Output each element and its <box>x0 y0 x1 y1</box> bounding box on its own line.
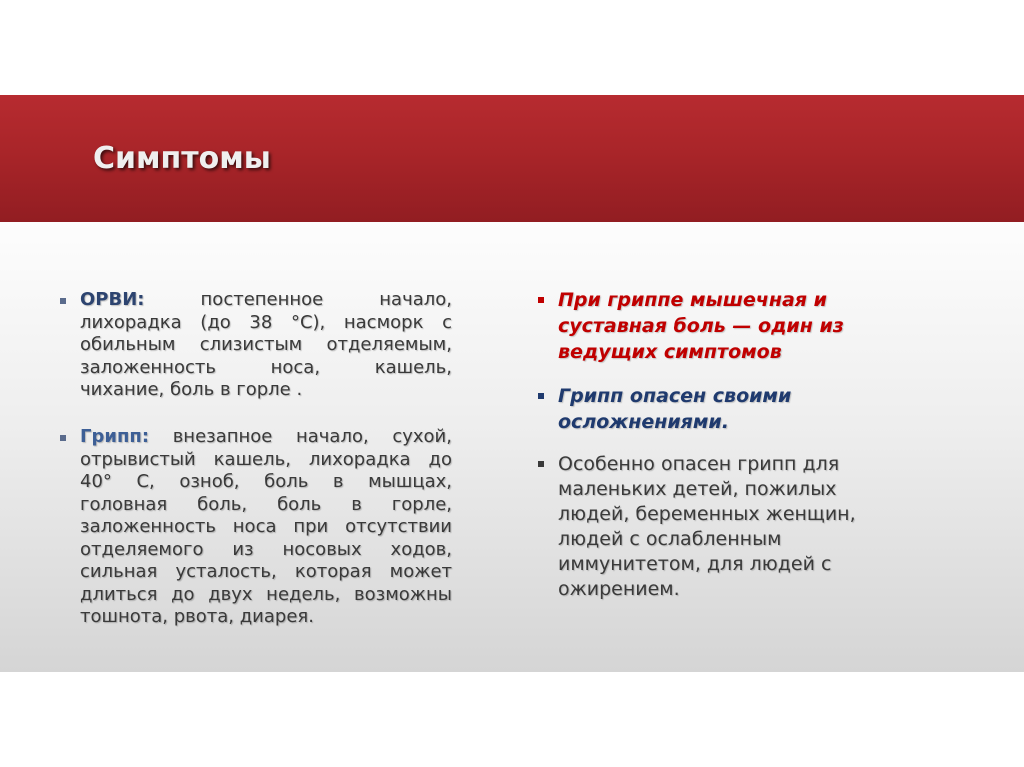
bullet-risk-groups <box>558 452 908 602</box>
bullet-muscle-pain <box>558 287 908 365</box>
bullet-marker <box>538 297 544 303</box>
text-line <box>80 289 452 312</box>
slide-header <box>0 95 1024 222</box>
text-line: заложенность носа при отсутствии <box>80 516 452 537</box>
text-line-rest: постепенное начало, <box>200 289 452 310</box>
bullet-label: Грипп: <box>80 426 150 447</box>
slide-title: Симптомы <box>93 141 271 176</box>
text-line: Грипп опасен своими <box>558 385 792 407</box>
text-line: обильным слизистым отделяемым, <box>80 334 452 355</box>
text-line: ожирением. <box>558 578 680 600</box>
text-line: При гриппе мышечная и <box>558 289 827 311</box>
text-line: головная боль, боль в горле, <box>80 493 452 515</box>
text-line: чихание, боль в горле . <box>80 379 303 400</box>
text-line: суставная боль — один из <box>558 315 844 337</box>
text-line: 40° С, озноб, боль в мышцах, <box>80 471 452 492</box>
text-line: маленьких детей, пожилых <box>558 478 837 500</box>
bullet-label: ОРВИ: <box>80 289 145 310</box>
text-line: отрывистый кашель, лихорадка до <box>80 448 452 470</box>
bullet-marker <box>538 393 544 399</box>
text-line: длиться до двух недель, возможны <box>80 583 452 605</box>
text-line: заложенность носа, кашель, <box>80 356 452 378</box>
text-line: отделяемого из носовых ходов, <box>80 538 452 560</box>
text-line: сильная усталость, которая может <box>80 561 452 582</box>
bullet-marker <box>538 461 544 467</box>
text-line: людей, беременных женщин, <box>558 503 856 525</box>
text-line: Особенно опасен грипп для <box>558 453 840 475</box>
text-line: осложнениями. <box>558 411 729 433</box>
text-line-rest: внезапное начало, сухой, <box>172 426 452 447</box>
text-line: людей с ослабленным <box>558 528 782 550</box>
bullet-marker <box>60 298 66 304</box>
bullet-marker <box>60 435 66 441</box>
bullet-flu <box>80 426 452 629</box>
text-line <box>80 426 452 449</box>
text-line: тошнота, рвота, диарея. <box>80 606 314 627</box>
bullet-complications <box>558 383 908 435</box>
text-line: иммунитетом, для людей с <box>558 553 832 575</box>
bullet-orvi <box>80 289 452 402</box>
text-line: лихорадка (до 38 °С), насморк с <box>80 311 452 333</box>
text-line: ведущих симптомов <box>558 341 782 363</box>
